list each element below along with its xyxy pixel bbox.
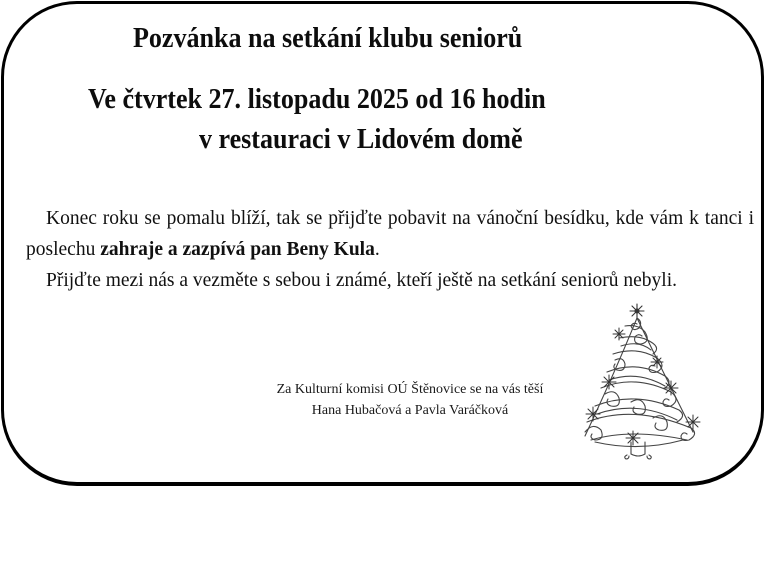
date-text: Ve čtvrtek 27. listopadu 2025 od 16 hodin (88, 84, 546, 115)
signature-line-1: Za Kulturní komisi OÚ Štěnovice se na vás těší (276, 382, 544, 397)
christmas-tree-icon (575, 302, 705, 460)
performer-highlight: zahraje a zazpívá pan Beny Kula (100, 239, 375, 260)
paragraph-2: Přijďte mezi nás a vezměte s sebou i známé, kteří ještě na setkání seniorů nebyli. (46, 270, 677, 291)
place-text: v restauraci v Lidovém domě (199, 124, 523, 155)
invitation-body (26, 203, 754, 296)
signature-block (240, 379, 580, 421)
paragraph-1-end: . (374, 239, 380, 260)
paragraph-1-text: Konec roku se pomalu blíží, tak se přijďte pobavit na vánoční besídku, kde vám k tanci i poslechu (26, 208, 754, 260)
event-date (88, 84, 580, 116)
invitation-title (133, 23, 552, 55)
event-place (199, 124, 547, 156)
title-text: Pozvánka na setkání klubu seniorů (133, 23, 523, 54)
paragraph-1 (26, 203, 754, 265)
signature-line-2: Hana Hubačová a Pavla Varáčková (311, 403, 509, 418)
